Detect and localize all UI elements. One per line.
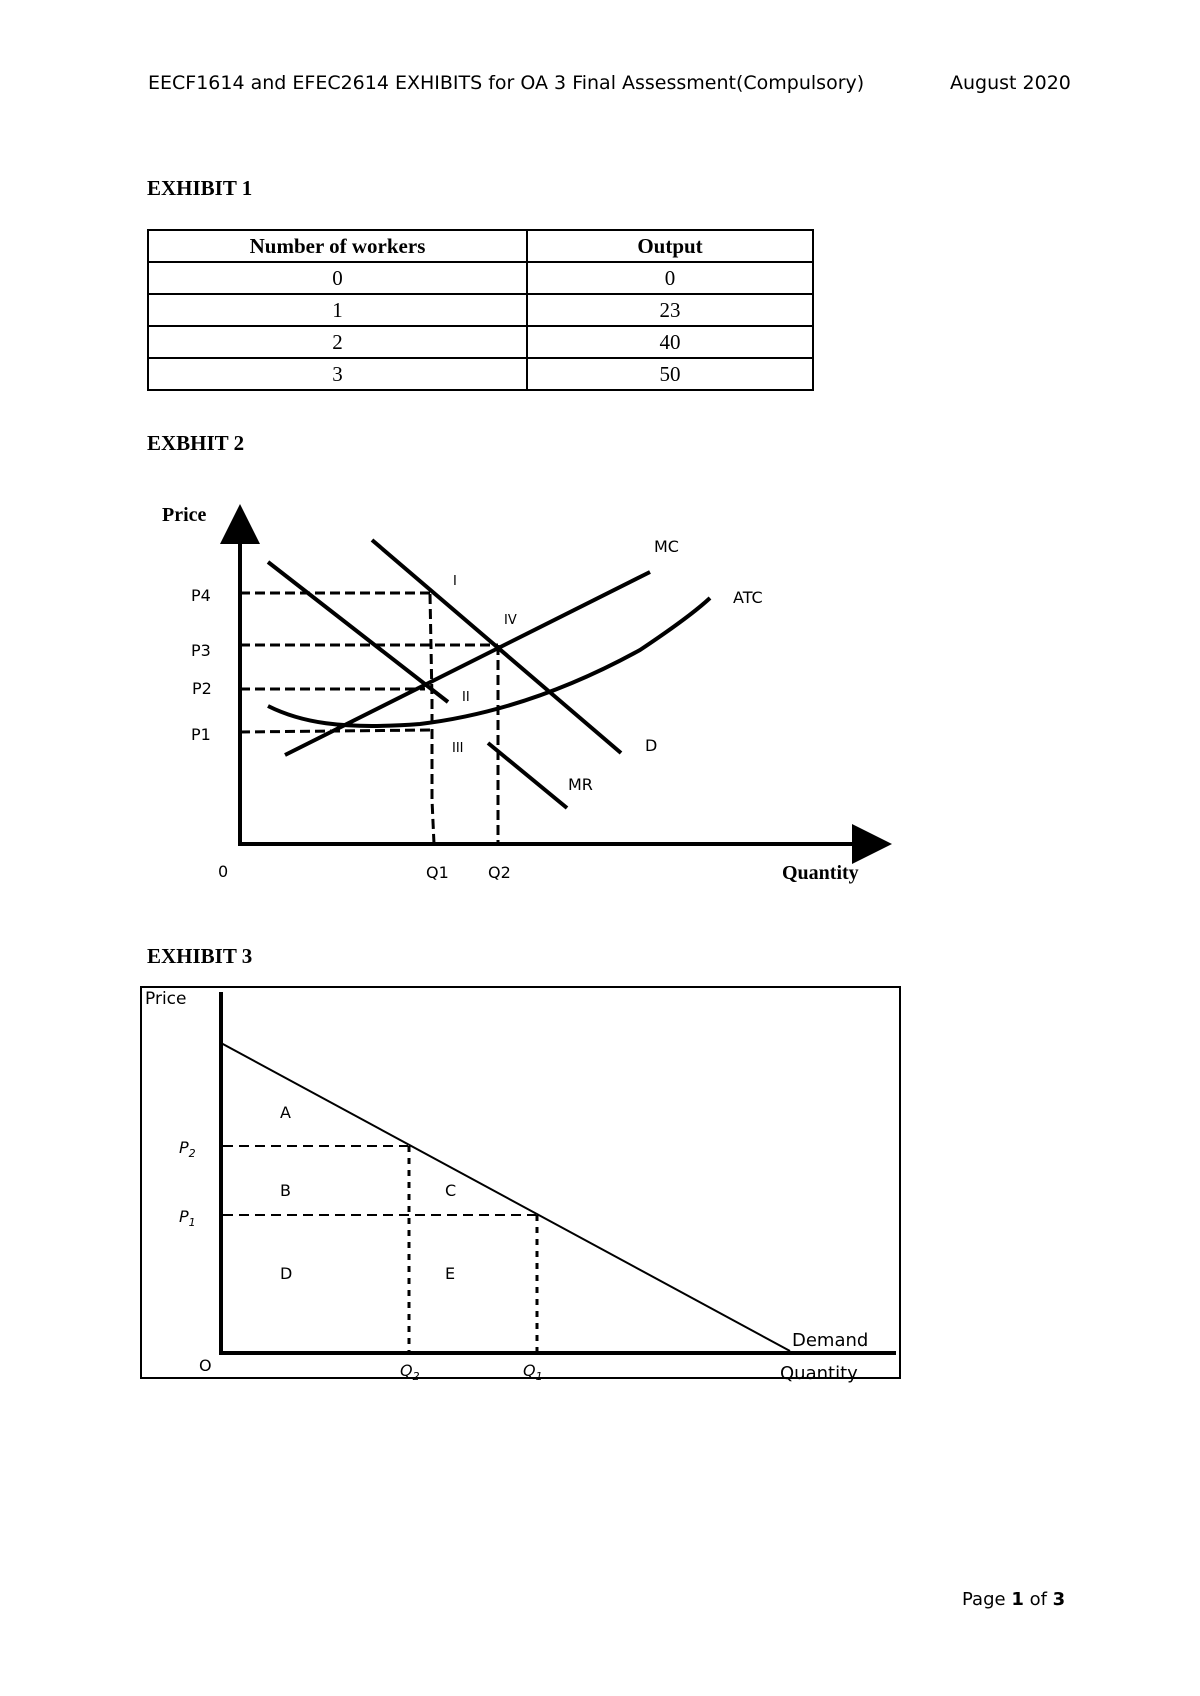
area-d-label: D [280,1264,293,1283]
p2-label: P2 [192,679,212,698]
table-cell: 3 [148,358,527,390]
demand-curve [221,1043,790,1351]
q2-label: $Q_2$ [400,1361,420,1383]
y-axis-label: Price [145,989,187,1009]
area-e-label: E [445,1264,456,1283]
origin-label: 0 [218,862,229,881]
mr-label: MR [568,775,593,794]
x-axis-label: Quantity [780,1363,858,1384]
origin-label: O [199,1356,212,1375]
table-cell: 1 [148,294,527,326]
q1-label: $Q_1$ [523,1361,543,1383]
p1-label: P1 [191,725,211,744]
q2-label: Q2 [488,863,511,882]
table-cell: 23 [527,294,813,326]
mc-label: MC [654,537,679,556]
atc-label: ATC [733,588,763,607]
exhibit3-frame [141,987,900,1378]
p1-label: $P_1$ [179,1207,196,1229]
table-cell: 0 [148,262,527,294]
p4-label: P4 [191,586,211,605]
q1-label: Q1 [426,863,449,882]
area-c-label: C [445,1181,457,1200]
column-header-workers: Number of workers [148,230,527,262]
exhibit3-title: EXHIBIT 3 [147,944,253,968]
document-header-title: EECF1614 and EFEC2614 EXHIBITS for OA 3 Final Assessment(Compulsory) [148,72,865,94]
page-number: Page 1 of 3 [962,1589,1066,1610]
table-cell: 50 [527,358,813,390]
region-i-label: I [453,574,457,589]
demand-label: Demand [792,1330,869,1351]
region-iii-label: III [452,741,464,756]
table-cell: 0 [527,262,813,294]
column-header-output: Output [527,230,813,262]
x-axis-label: Quantity [782,862,859,884]
d-label: D [645,736,658,755]
exhibit2-title: EXBHIT 2 [147,431,245,455]
y-axis-label: Price [162,504,207,526]
p2-label: $P_2$ [179,1138,196,1160]
table-cell: 40 [527,326,813,358]
p3-label: P3 [191,641,211,660]
exhibit1-title: EXHIBIT 1 [147,176,253,200]
area-a-label: A [280,1103,291,1122]
region-iv-label: IV [504,613,517,628]
table-cell: 2 [148,326,527,358]
region-ii-label: II [462,690,470,705]
area-b-label: B [280,1181,291,1200]
document-header-date: August 2020 [950,72,1071,94]
